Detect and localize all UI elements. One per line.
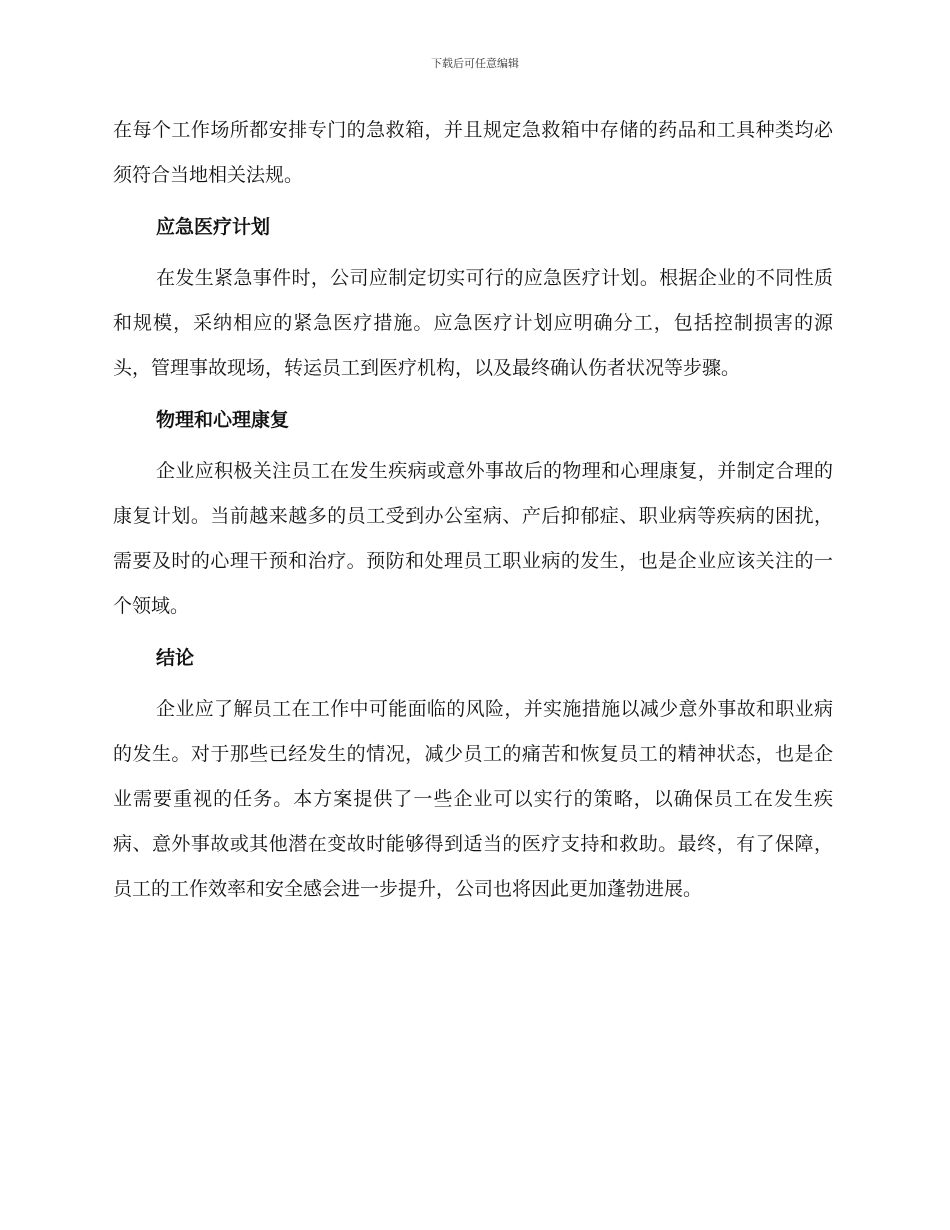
section-heading-rehabilitation: 物理和心理康复 [156, 409, 290, 431]
section-paragraph-conclusion: 企业应了解员工在工作中可能面临的风险，并实施措施以减少意外事故和职业病的发生。对于那些已经发生的情况，减少员工的痛苦和恢复员工的精神状态，也是企业需要重视的任务。本方案提供了一些企业可以实行的策略，以确保员工在发生疾病、意外事故或其他潜在变故时能够得到适当的医疗支持和救助。最终，有了保障，员工的工作效率和安全感会进一步提升，公司也将因此更加蓬勃进展。 [113, 698, 833, 900]
intro-paragraph: 在每个工作场所都安排专门的急救箱，并且规定急救箱中存储的药品和工具种类均必须符合当地相关法规。 [113, 119, 833, 186]
section-heading-emergency-medical-plan: 应急医疗计划 [156, 216, 271, 238]
section-heading-conclusion: 结论 [156, 647, 195, 669]
section-paragraph-rehabilitation: 企业应积极关注员工在发生疾病或意外事故后的物理和心理康复，并制定合理的康复计划。当前越来越多的员工受到办公室病、产后抑郁症、职业病等疾病的困扰，需要及时的心理干预和治疗。预防和处理员工职业病的发生，也是企业应该关注的一个领域。 [113, 460, 833, 617]
section-paragraph-emergency-medical-plan: 在发生紧急事件时，公司应制定切实可行的应急医疗计划。根据企业的不同性质和规模，采纳相应的紧急医疗措施。应急医疗计划应明确分工，包括控制损害的源头，管理事故现场，转运员工到医疗机构，以及最终确认伤者状况等步骤。 [113, 267, 833, 379]
header-note: 下载后可任意编辑 [431, 57, 519, 70]
document-body [113, 108, 833, 912]
